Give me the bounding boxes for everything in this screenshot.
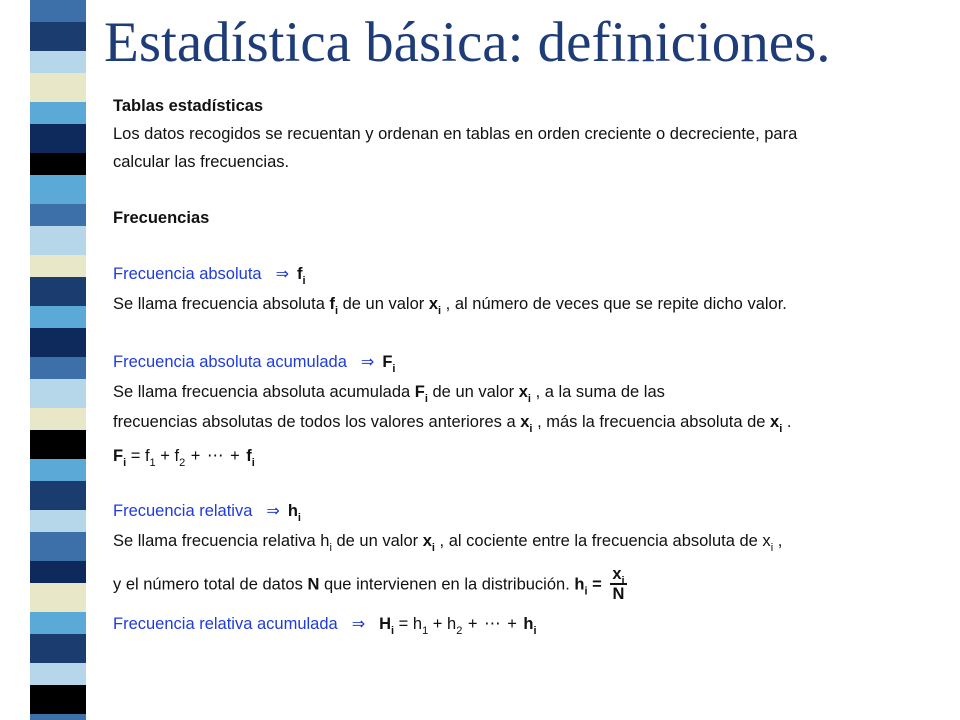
fr-fraction-denominator: N bbox=[612, 585, 625, 603]
fra-formula-sub2: 2 bbox=[456, 625, 463, 637]
faa-heading-row bbox=[113, 352, 396, 375]
faa-def1-symbol: F bbox=[414, 383, 425, 401]
xi-sub: i bbox=[529, 423, 533, 435]
xi-sub: i bbox=[527, 393, 531, 405]
faa-def2-b: , más la frecuencia absoluta de bbox=[532, 413, 771, 431]
faa-formula-lhs: F bbox=[113, 447, 124, 465]
fra-row bbox=[113, 614, 537, 637]
fr-def2-b: que intervienen en la distribución. bbox=[319, 575, 575, 594]
stripe-block bbox=[30, 634, 92, 664]
stripe-block bbox=[30, 328, 92, 358]
stripe-block bbox=[30, 102, 92, 125]
fr-definition-line1 bbox=[113, 531, 783, 554]
fr-def1-sub: i bbox=[329, 542, 332, 554]
stripe-block bbox=[30, 481, 92, 511]
fra-formula-dots: + ⋯ + bbox=[462, 615, 524, 633]
faa-def1-b: de un valor bbox=[427, 383, 519, 401]
fr-def2-a: y el número total de datos bbox=[113, 575, 308, 594]
stripe-block bbox=[30, 379, 92, 409]
faa-formula-dots: + ⋯ + bbox=[185, 447, 247, 465]
fr-label: Frecuencia relativa bbox=[113, 502, 253, 520]
stripe-block bbox=[30, 357, 92, 380]
tablas-text-line2: calcular las frecuencias. bbox=[113, 153, 290, 171]
stripe-block bbox=[30, 204, 92, 227]
fa-def-symbol: f bbox=[329, 295, 335, 313]
fr-def1-d: , bbox=[773, 532, 783, 550]
faa-def1-sub: i bbox=[424, 393, 428, 405]
faa-definition-line1 bbox=[113, 382, 665, 405]
stripe-block bbox=[30, 408, 92, 431]
stripe-block bbox=[30, 153, 92, 176]
faa-formula-plus1: + f bbox=[155, 447, 180, 465]
stripe-block bbox=[30, 0, 92, 23]
decorative-stripe-bar bbox=[0, 0, 120, 720]
xi-symbol: x bbox=[428, 295, 439, 313]
fr-heading-row bbox=[113, 501, 301, 524]
implies-arrow-icon: ⇒ bbox=[266, 501, 280, 520]
fr-frac-num-sub: i bbox=[621, 575, 625, 587]
xi-sub: i bbox=[438, 305, 442, 317]
fra-formula-last-sub: i bbox=[533, 625, 537, 637]
xi-symbol: x bbox=[520, 413, 530, 431]
fr-symbol: h bbox=[287, 502, 298, 520]
stripe-block bbox=[30, 22, 92, 52]
fa-definition bbox=[113, 294, 787, 317]
implies-arrow-icon: ⇒ bbox=[275, 264, 289, 283]
fr-fraction-numerator bbox=[610, 566, 626, 585]
fr-frac-num: x bbox=[612, 565, 622, 583]
fra-formula-plus1: + h bbox=[428, 615, 457, 633]
stripe-block bbox=[30, 124, 92, 154]
fr-def1-c: , al cociente entre la frecuencia absoluta de x bbox=[434, 532, 771, 550]
xi-sub: i bbox=[431, 542, 435, 554]
fa-symbol-sub: i bbox=[302, 275, 306, 287]
stripe-block bbox=[30, 430, 92, 460]
fa-symbol: f bbox=[297, 265, 303, 283]
faa-def2-c: . bbox=[782, 413, 792, 431]
faa-symbol-sub: i bbox=[392, 363, 396, 375]
fr-definition-line2 bbox=[113, 566, 627, 604]
frecuencias-heading: Frecuencias bbox=[113, 209, 210, 227]
fr-def2-n: N bbox=[307, 575, 320, 594]
fr-formula-h: h bbox=[574, 575, 585, 594]
fr-formula-h-sub: i bbox=[584, 585, 588, 598]
fa-def-a: Se llama frecuencia absoluta bbox=[113, 295, 330, 313]
faa-label: Frecuencia absoluta acumulada bbox=[113, 353, 347, 371]
fra-symbol: H bbox=[379, 615, 392, 633]
xi-symbol: x bbox=[770, 413, 780, 431]
fa-label: Frecuencia absoluta bbox=[113, 265, 262, 283]
fra-formula-last: h bbox=[523, 615, 534, 633]
stripe-block bbox=[30, 663, 92, 686]
stripe-block bbox=[30, 73, 92, 103]
stripe-block bbox=[30, 459, 92, 482]
stripe-block bbox=[30, 51, 92, 74]
faa-formula-sub1: 1 bbox=[149, 457, 156, 469]
faa-formula-eq: = f bbox=[126, 447, 150, 465]
stripe-block bbox=[30, 714, 92, 720]
fa-def-c: , al número de veces que se repite dicho valor. bbox=[441, 295, 787, 313]
stripe-block bbox=[30, 255, 92, 278]
fr-def1-a: Se llama frecuencia relativa h bbox=[113, 532, 330, 550]
stripe-block bbox=[30, 612, 92, 635]
tablas-text-line1: Los datos recogidos se recuentan y ordenan en tablas en orden creciente o decreciente, para bbox=[113, 125, 798, 143]
faa-def1-a: Se llama frecuencia absoluta acumulada bbox=[113, 383, 415, 401]
faa-formula-last: f bbox=[246, 447, 252, 465]
stripe-block bbox=[30, 510, 92, 533]
stripe-block bbox=[30, 175, 92, 205]
fr-def1-b: de un valor bbox=[331, 532, 423, 550]
faa-formula bbox=[113, 446, 255, 469]
fra-formula-eq: = h bbox=[394, 615, 423, 633]
stripe-block bbox=[30, 685, 92, 715]
implies-arrow-icon: ⇒ bbox=[351, 614, 366, 633]
fr-symbol-sub: i bbox=[297, 512, 301, 524]
xi-symbol: x bbox=[518, 383, 528, 401]
xi-symbol: x bbox=[422, 532, 432, 550]
faa-def2-a: frecuencias absolutas de todos los valores anteriores a bbox=[113, 413, 521, 431]
stripe-block bbox=[30, 306, 92, 329]
faa-definition-line2 bbox=[113, 412, 792, 435]
implies-arrow-icon: ⇒ bbox=[360, 352, 375, 371]
fr-formula-eq: = bbox=[587, 575, 607, 594]
fra-formula-sub1: 1 bbox=[422, 625, 429, 637]
fra-symbol-sub: i bbox=[391, 625, 395, 637]
fra-label: Frecuencia relativa acumulada bbox=[113, 615, 338, 633]
faa-formula-sub2: 2 bbox=[179, 457, 186, 469]
faa-def1-c: , a la suma de las bbox=[530, 383, 665, 401]
xi-sub: i bbox=[779, 423, 783, 435]
stripe-block bbox=[30, 226, 92, 256]
fa-heading-row bbox=[113, 264, 306, 287]
stripe-block bbox=[30, 561, 92, 584]
faa-formula-lhs-sub: i bbox=[123, 457, 127, 469]
tablas-heading: Tablas estadísticas bbox=[113, 97, 264, 115]
fa-def-b: de un valor bbox=[338, 295, 429, 313]
slide-title: Estadística básica: definiciones. bbox=[104, 11, 831, 74]
stripe-block bbox=[30, 532, 92, 562]
faa-formula-last-sub: i bbox=[251, 457, 255, 469]
stripe-block bbox=[30, 277, 92, 307]
fa-def-sub: i bbox=[334, 305, 339, 317]
stripe-block bbox=[30, 583, 92, 613]
fr-fraction bbox=[610, 566, 626, 604]
fr-def1-xi-sub: i bbox=[770, 542, 774, 554]
faa-symbol: F bbox=[382, 353, 393, 371]
